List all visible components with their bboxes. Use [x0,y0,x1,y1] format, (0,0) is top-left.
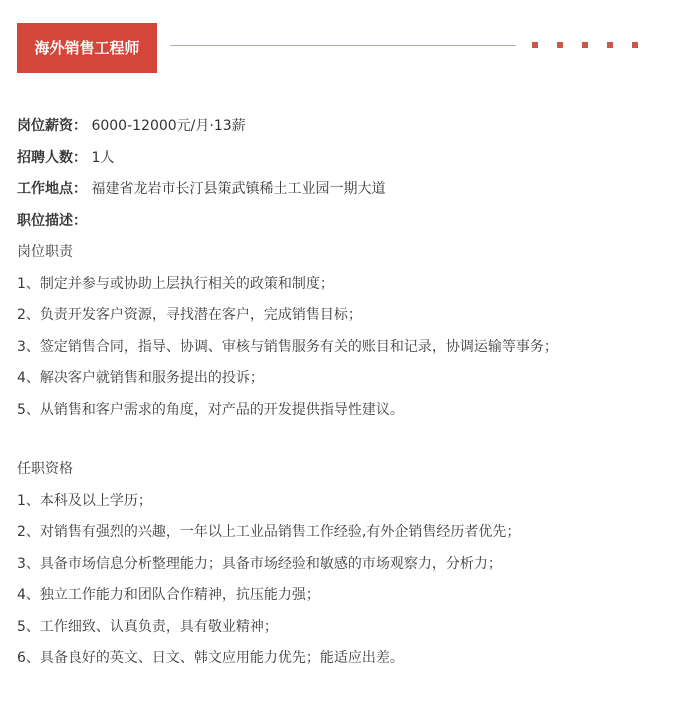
qualification-item: 6、具备良好的英文、日文、韩文应用能力优先；能适应出差。 [17,650,404,666]
job-title: 海外销售工程师 [17,23,157,73]
decorative-dot [632,42,638,48]
qualification-item: 5、工作细致、认真负责，具有敬业精神； [17,618,278,635]
section-header [0,0,683,90]
responsibility-item: 4、解决客户就销售和服务提出的投诉； [17,370,264,386]
section-spacer [17,426,667,454]
salary-row [17,111,667,143]
description-row [17,206,667,238]
qualification-item: 3、具备市场信息分析整理能力；具备市场经验和敏感的市场观察力，分析力； [17,555,502,572]
job-details [17,111,667,675]
salary-value: 6000-12000元/月·13薪 [91,118,246,134]
responsibility-item: 5、从销售和客户需求的角度，对产品的开发提供指导性建议。 [17,401,404,418]
decorative-dot [557,42,563,48]
qualification-item: 1、本科及以上学历； [17,492,152,509]
headcount-row [17,143,667,175]
responsibility-item: 2、负责开发客户资源，寻找潜在客户，完成销售目标； [17,307,362,323]
salary-label: 岗位薪资： [17,118,87,134]
headcount-value: 1人 [91,149,115,166]
header-divider-line [170,45,516,46]
headcount-label: 招聘人数： [17,149,87,166]
responsibility-item: 3、签定销售合同，指导、协调、审核与销售服务有关的账目和记录，协调运输等事务； [17,338,558,355]
responsibilities-heading: 岗位职责 [17,244,73,260]
decorative-dot [532,42,538,48]
description-label: 职位描述： [17,212,87,229]
location-row [17,174,667,206]
location-value: 福建省龙岩市长汀县策武镇稀土工业园一期大道 [91,181,386,197]
decorative-dot [607,42,613,48]
qualification-item: 4、独立工作能力和团队合作精神，抗压能力强； [17,587,320,603]
responsibility-item: 1、制定并参与或协助上层执行相关的政策和制度； [17,275,334,292]
decorative-dot [582,42,588,48]
qualification-item: 2、对销售有强烈的兴趣，一年以上工业品销售工作经验,有外企销售经历者优先； [17,524,521,540]
location-label: 工作地点： [17,181,87,197]
qualifications-heading: 任职资格 [17,461,73,477]
